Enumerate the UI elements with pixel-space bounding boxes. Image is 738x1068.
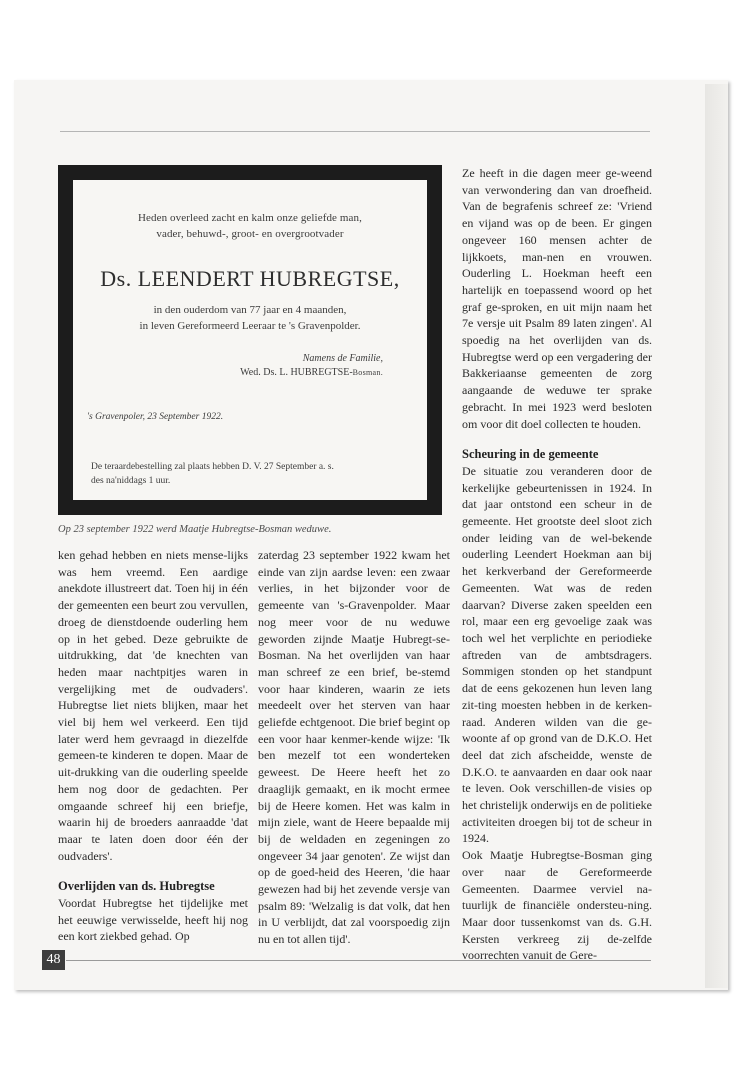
next-page-edge xyxy=(705,84,728,988)
announcement-details-line-1: in den ouderdom van 77 jaar en 4 maanden, xyxy=(153,304,347,316)
paragraph: De situatie zou veranderen door de kerkelijke gebeurtenissen in 1924. In dat jaar ontstond een scheur in de gemeente. Het grootste deel sloot zich onder leiding van de wel-bekende ouderling Leendert Hoekman aan bij het kerkverband der Gereformeerde Gemeenten. Wat was de reden daarvan? Diverse zaken speelden een rol, maar een erg gevoelige zaak was toch wel het verplichte en periodieke aftreden van de ambtsdragers. Sommigen stonden op het standpunt dat de eens gekozenen hun leven lang zit-ting moesten hebben in de kerken-raad. Anderen wilden van die ge-woonte af op grond van de D.K.O. Het deel dat zich afscheidde, wenste de D.K.O. te aanvaarden en daar ook naar te leven. Ook verschillen-de visies op het christelijk onderwijs en de politieke activiteiten droegen bij tot de scheur in 1924. xyxy=(462,463,652,846)
announcement-family-name xyxy=(240,366,383,380)
announcement-intro-line-1: Heden overleed zacht en kalm onze geliefde man, xyxy=(138,212,362,224)
announcement-funeral-line-2: des na'niddags 1 uur. xyxy=(91,476,171,486)
paragraph: ken gehad hebben en niets mense-lijks was hem vreemd. Een aardige anekdote illustreert dat. Toen hij in één der gemeenten een beurt zou vervullen, droeg de dienstdoende ouderling hem op in het gebed. Deze gebruikte de uitdrukking, dat 'de knechten van heden maar nachtpitjes waren in vergelijking met de oudvaders'. Hubregtse liet niets blijken, maar het viel bij hem wel verkeerd. Een tijd later werd hem gevraagd in diezelfde gemeen-te kinderen te dopen. Maar de uit-drukking van die ouderling speelde hem nog door de gedachten. Per omgaande schreef hij een briefje, waarin hij de broeders aanraadde 'dat maar te laten doen door één der oudvaders'. xyxy=(58,548,248,863)
text-column-left xyxy=(58,547,248,945)
announcement-details xyxy=(73,302,427,334)
page-number: 48 xyxy=(42,950,65,970)
announcement-family-name-prefix: Wed. Ds. L. HUBREGTSE- xyxy=(240,367,353,378)
announcement-family xyxy=(240,352,383,380)
header-rule xyxy=(60,131,650,132)
announcement-intro xyxy=(73,210,427,242)
announcement-intro-line-2: vader, behuwd-, groot- en overgrootvader xyxy=(156,228,344,240)
announcement-funeral xyxy=(91,460,409,488)
announcement-family-label: Namens de Familie, xyxy=(302,353,383,364)
text-column-right xyxy=(462,165,652,964)
section-heading-overlijden: Overlijden van ds. Hubregtse xyxy=(58,879,215,894)
announcement-deceased-name: Ds. LEENDERT HUBREGTSE, xyxy=(100,266,400,291)
announcement-details-line-2: in leven Gereformeerd Leeraar te 's Gravenpolder. xyxy=(139,320,361,332)
text-column-middle xyxy=(258,547,450,948)
death-announcement xyxy=(58,165,442,515)
paragraph: zaterdag 23 september 1922 kwam het einde van zijn aardse leven: een zwaar verlies, in het bijzonder voor de gemeente van 's-Gravenpolder. Maar nog meer voor de nu weduwe geworden zijnde Maatje Hubregt-se-Bosman. Na het overlijden van haar man schreef ze een brief, be-stemd voor haar kinderen, waarin ze iets meedeelt over het sterven van haar geliefde echtgenoot. Die brief begint op een voor haar kenmer-kende wijze: 'Ik ben mezelf tot een wonderteken geweest. De Heere heeft het zo draaglijk gemaakt, en ik mocht ermee bij de Heere komen. Het was kalm in mijn ziele, want de Heere bepaalde mij bij de weldaden en zegeningen zo ongeveer 34 jaar genoten'. Ze wijst dan op de goed-heid des Heeren, 'die haar gewezen had bij het zevende versje van psalm 89: 'Welzalig is dat volk, dat hen in U verblijdt, dat zal voorspoedig zijn nu en tot allen tijd'. xyxy=(258,548,450,947)
footer-rule xyxy=(66,960,651,961)
section-heading-scheuring: Scheuring in de gemeente xyxy=(462,447,599,462)
figure-caption: Op 23 september 1922 werd Maatje Hubregtse-Bosman weduwe. xyxy=(58,524,332,535)
announcement-card xyxy=(73,180,427,500)
announcement-funeral-line-1: De teraardebestelling zal plaats hebben D. V. 27 September a. s. xyxy=(91,462,334,472)
paragraph: Ze heeft in die dagen meer ge-weend van verwondering dan van droefheid. Van de begrafenis schreef ze: 'Vriend en vijand was op de been. Er gingen ongeveer 160 mensen achter de lijkkoets, man-nen en vrouwen. Ouderling L. Hoekman heeft een hartelijk en toepassend woord op het graf ge-sproken, en uit mijn naam het 7e versje uit Psalm 89 laten zingen'. Al spoedig na het overlijden van ds. Hubregtse werd op een vergadering der Bakkeriaanse gemeenten de zorg aangaande de weduwe ter sprake gebracht. In mei 1923 werd besloten om voor dit doel collecten te houden. xyxy=(462,166,652,431)
announcement-place-date: 's Gravenpoler, 23 September 1922. xyxy=(87,412,224,422)
paragraph: Ook Maatje Hubregtse-Bosman ging over naar de Gereformeerde Gemeenten. Daarmee verviel na-tuurlijk de financiële ondersteu-ning. Maar door tussenkomst van ds. G.H. Kersten verkreeg zij de-zelfde voorrechten vanuit de Gere- xyxy=(462,848,652,963)
paragraph: Voordat Hubregtse het tijdelijke met het eeuwige verwisselde, heeft hij nog een kort ziekbed gehad. Op xyxy=(58,896,248,944)
announcement-family-name-smallcaps: Bosman. xyxy=(352,368,383,377)
